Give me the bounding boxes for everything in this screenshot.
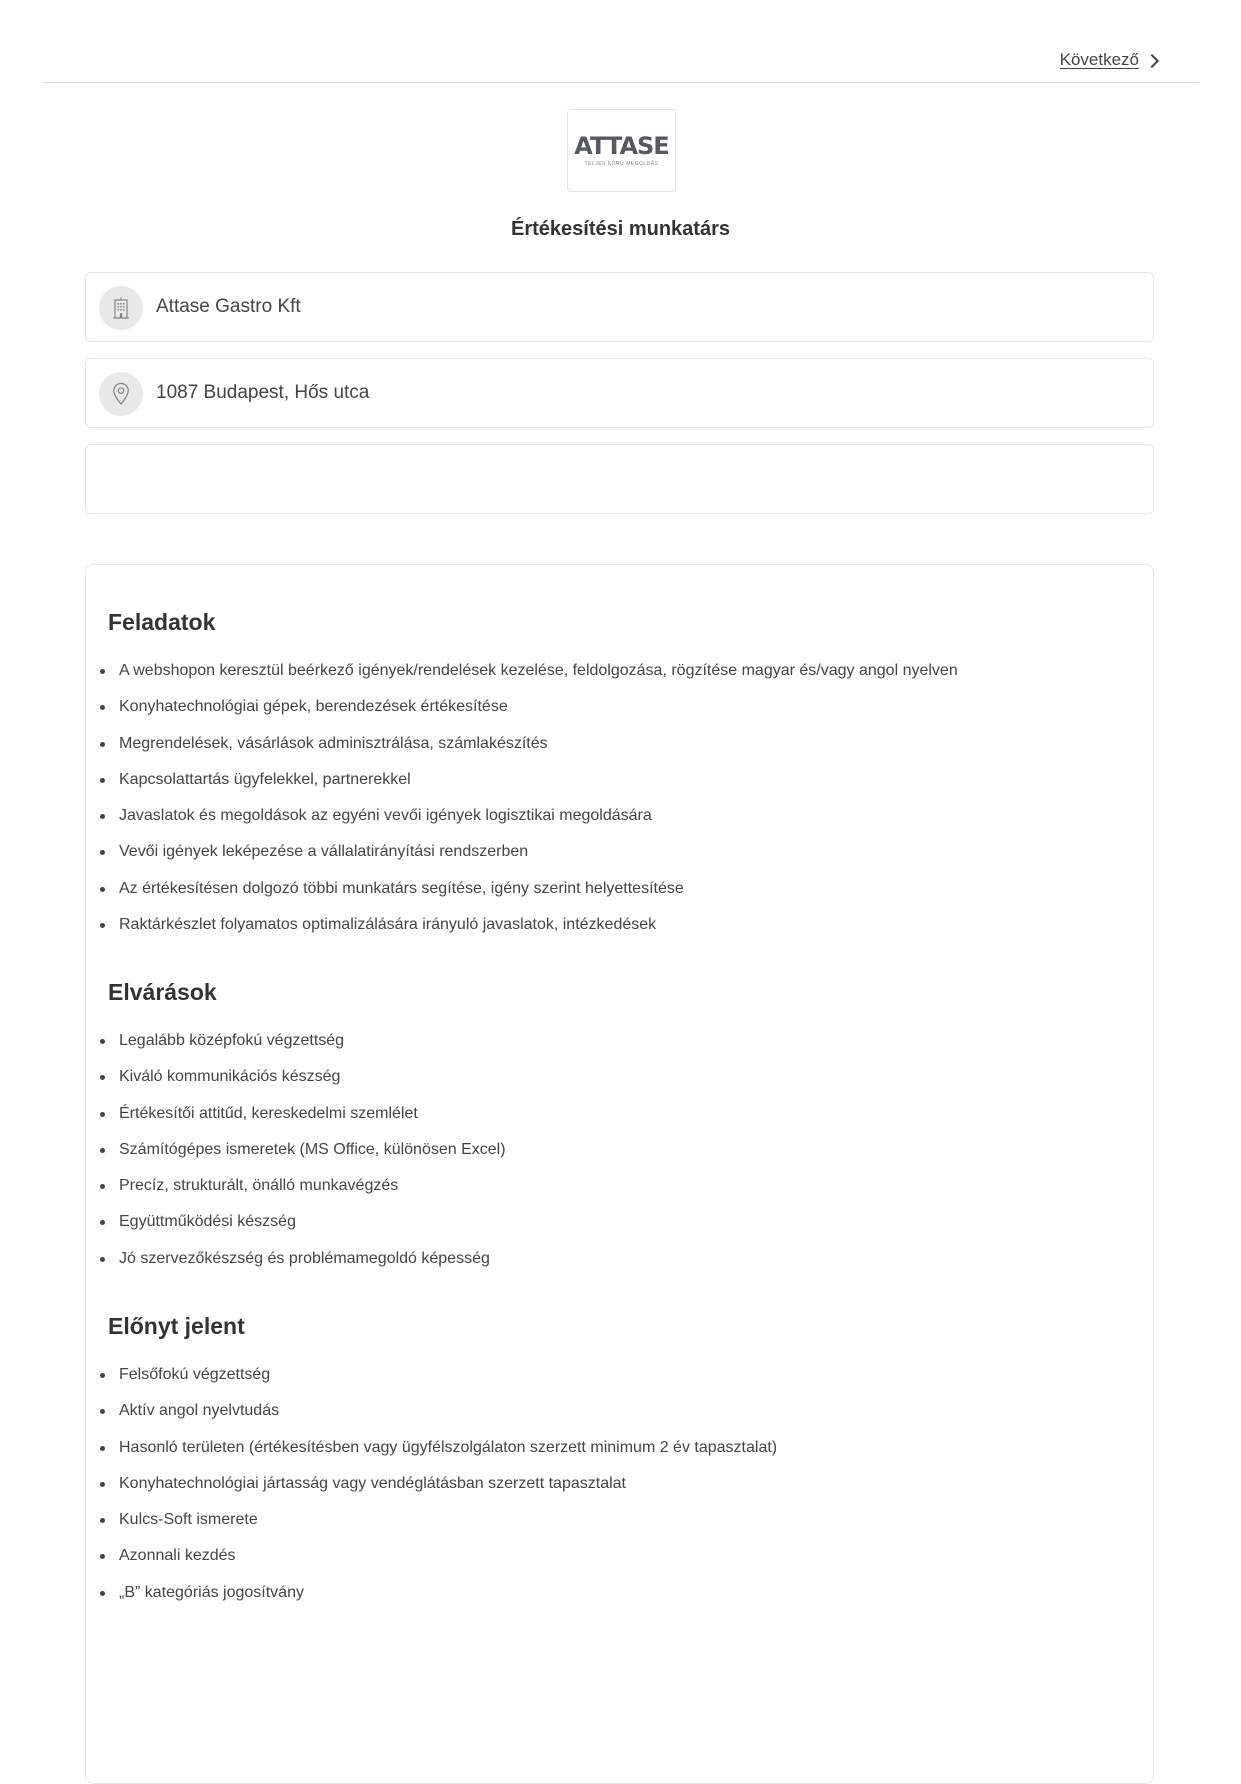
list-item: Értékesítői attitűd, kereskedelmi szemlélet xyxy=(96,1104,506,1140)
company-name: Attase Gastro Kft xyxy=(156,296,301,317)
list-item: Aktív angol nyelvtudás xyxy=(96,1401,777,1437)
list-item: Kulcs-Soft ismerete xyxy=(96,1510,777,1546)
job-location: 1087 Budapest, Hős utca xyxy=(156,382,370,403)
section-title-tasks: Feladatok xyxy=(108,609,216,635)
logo-wordmark: ATTASE xyxy=(574,132,669,160)
list-item: „B” kategóriás jogosítvány xyxy=(96,1583,777,1619)
list-item: Vevői igények leképezése a vállalatirányítási rendszerben xyxy=(96,842,958,878)
list-item: Hasonló területen (értékesítésben vagy ügyfélszolgálaton szerzett minimum 2 év tapasztalat) xyxy=(96,1438,777,1474)
list-item: Javaslatok és megoldások az egyéni vevői igények logisztikai megoldására xyxy=(96,806,958,842)
empty-info-card xyxy=(85,444,1154,514)
list-item: Jó szervezőkészség és problémamegoldó képesség xyxy=(96,1249,506,1285)
list-item: Precíz, strukturált, önálló munkavégzés xyxy=(96,1176,506,1212)
next-link-label: Következő xyxy=(1059,50,1139,69)
section-title-requirements: Elvárások xyxy=(108,979,217,1005)
tasks-list xyxy=(96,661,958,951)
next-job-link[interactable] xyxy=(1060,50,1157,70)
list-item: Kiváló kommunikációs készség xyxy=(96,1067,506,1103)
job-title: Értékesítési munkatárs xyxy=(510,218,730,240)
map-pin-icon xyxy=(99,372,143,416)
company-logo xyxy=(567,109,676,192)
logo-tagline: TELJES KÖRŰ MEGOLDÁS xyxy=(584,161,659,167)
top-navigation-bar xyxy=(42,0,1199,83)
chevron-right-icon xyxy=(1145,53,1159,67)
job-description-card xyxy=(85,564,1154,1784)
location-card xyxy=(85,358,1154,428)
list-item: Megrendelések, vásárlások adminisztrálása, számlakészítés xyxy=(96,734,958,770)
list-item: Számítógépes ismeretek (MS Office, különösen Excel) xyxy=(96,1140,506,1176)
building-icon xyxy=(99,286,143,330)
list-item: Együttműködési készség xyxy=(96,1212,506,1248)
list-item: Raktárkészlet folyamatos optimalizálására irányuló javaslatok, intézkedések xyxy=(96,915,958,951)
list-item: Konyhatechnológiai jártasság vagy vendéglátásban szerzett tapasztalat xyxy=(96,1474,777,1510)
list-item: Legalább középfokú végzettség xyxy=(96,1031,506,1067)
company-card xyxy=(85,272,1154,342)
list-item: Felsőfokú végzettség xyxy=(96,1365,777,1401)
list-item: Kapcsolattartás ügyfelekkel, partnerekkel xyxy=(96,770,958,806)
section-title-advantages: Előnyt jelent xyxy=(108,1313,245,1339)
list-item: Konyhatechnológiai gépek, berendezések értékesítése xyxy=(96,697,958,733)
list-item: A webshopon keresztül beérkező igények/rendelések kezelése, feldolgozása, rögzítése magyar és/vagy angol nyelven xyxy=(96,661,958,697)
requirements-list xyxy=(96,1031,506,1285)
list-item: Azonnali kezdés xyxy=(96,1546,777,1582)
list-item: Az értékesítésen dolgozó többi munkatárs segítése, igény szerint helyettesítése xyxy=(96,879,958,915)
advantages-list xyxy=(96,1365,777,1619)
